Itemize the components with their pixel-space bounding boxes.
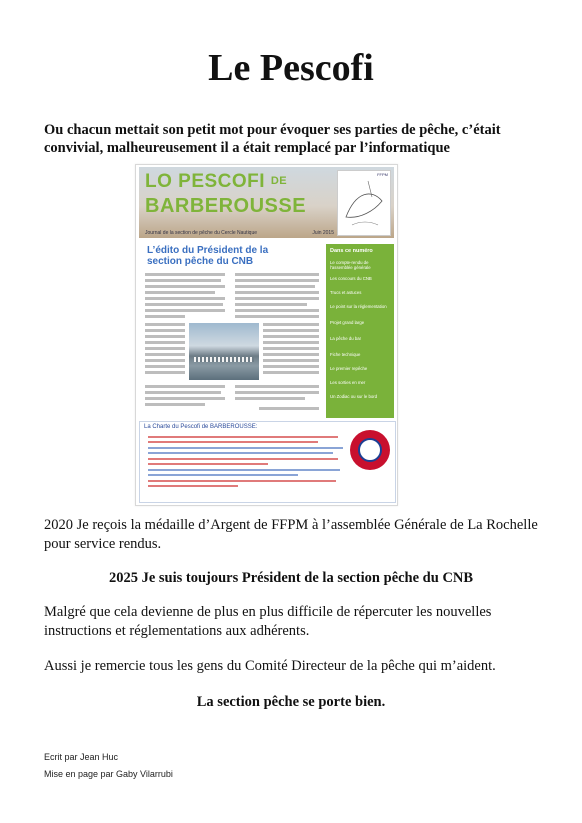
author-credit: Ecrit par Jean Huc (44, 752, 119, 762)
sidebar-item: Le point sur la réglementation (330, 304, 387, 309)
newsletter-title-line1: LO PESCOFI (145, 171, 266, 192)
sidebar-item: Le premier repêche (330, 366, 368, 371)
newsletter-sidebar (326, 244, 394, 418)
newsletter-subtitle: Journal de la section de pêche du Cercle Nautique (145, 230, 258, 236)
edito-title: L’édito du Président de la section pêche du CNB (147, 245, 269, 267)
page-title: Le Pescofi (208, 47, 374, 89)
sidebar-item: Projet grand large (330, 320, 365, 325)
sidebar-item: Un Zodiac ou sur le bord (330, 394, 378, 399)
newsletter-edito (139, 243, 323, 418)
health-paragraph: La section pêche se porte bien. (196, 694, 386, 710)
logo-tag: FFPM (377, 172, 388, 177)
newsletter-title-de: DE (270, 175, 288, 187)
newsletter-banner (139, 167, 394, 238)
sidebar-item: La pêche du bar (330, 336, 362, 341)
sidebar-item: Le compte-rendu de l’assemblée générale (330, 260, 371, 270)
difficult-paragraph: Malgré que cela devienne de plus en plus difficile de répercuter les nouvelles instructions et réglementations aux adhérents. (44, 604, 492, 639)
sidebar-title: Dans ce numéro (330, 248, 373, 254)
sidebar-item: Les concours du CNB (330, 276, 372, 281)
newsletter-image (135, 164, 398, 506)
sidebar-item: Trucs et astuces (330, 290, 362, 295)
fish-sketch-icon (338, 171, 390, 235)
layout-credit: Mise en page par Gaby Vilarrubi (44, 769, 173, 779)
medal-paragraph: 2020 Je reçois la médaille d’Argent de FFPM à l’assemblée Générale de La Rochelle pour service rendus. (44, 517, 538, 552)
club-badge-icon (350, 430, 390, 470)
newsletter-title-line2: BARBEROUSSE (145, 195, 307, 217)
sidebar-item: Les sorties en mer (330, 380, 366, 385)
newsletter-logo (337, 170, 391, 236)
president-paragraph: 2025 Je suis toujours Président de la section pêche du CNB (108, 570, 474, 586)
newsletter-date: Juin 2015 (312, 230, 334, 236)
intro-text: Ou chacun mettait son petit mot pour évoquer ses parties de pêche, c’était convivial, malheureusement il a était remplacé par l’informatique (44, 122, 501, 156)
sidebar-item: Fiche technique (330, 352, 361, 357)
charte-title: La Charte du Pescofi de BARBEROUSSE: (144, 424, 258, 430)
marina-photo (189, 323, 259, 380)
thanks-paragraph: Aussi je remercie tous les gens du Comité Directeur de la pêche qui m’aident. (44, 658, 496, 674)
newsletter-charte (139, 421, 396, 503)
